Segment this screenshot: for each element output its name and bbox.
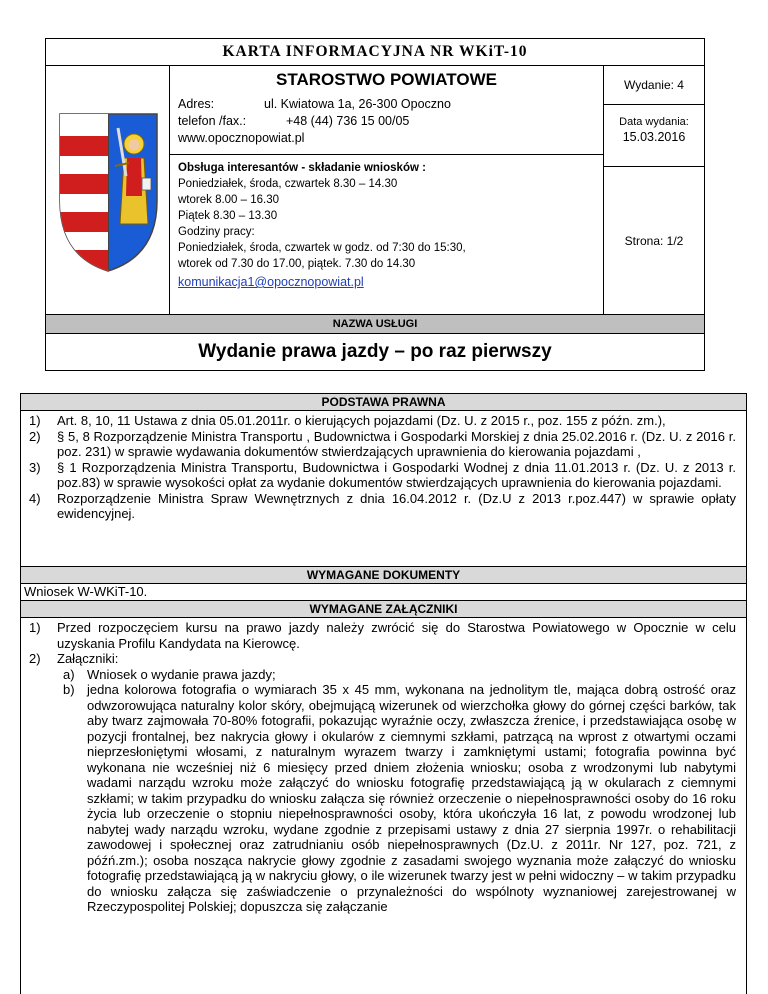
list-item (21, 460, 746, 491)
edition: Wydanie: 4 (604, 66, 704, 105)
office-info (169, 65, 604, 315)
list-item (21, 491, 746, 522)
list-item (21, 429, 746, 460)
hours-line: wtorek 8.00 – 16.30 (178, 194, 280, 206)
hours-line: wtorek od 7.30 do 17.00, piątek. 7.30 do 14.30 (178, 258, 416, 270)
phone-label: telefon /fax.: (178, 114, 247, 128)
item-number: 4) (29, 490, 41, 506)
item-number: 1) (29, 620, 41, 635)
service-label: NAZWA USŁUGI (45, 314, 705, 334)
email-link[interactable]: komunikacja1@opocznopowiat.pl (178, 275, 364, 289)
page-number: Strona: 1/2 (624, 234, 684, 248)
documents-heading: WYMAGANE DOKUMENTY (20, 566, 747, 584)
office-contact (178, 96, 451, 147)
list-item (21, 620, 746, 651)
item-text: Załączniki: (57, 651, 119, 666)
documents-text: Wniosek W-WKiT-10. (20, 583, 747, 601)
divider (170, 154, 603, 155)
item-number: 2) (29, 651, 41, 666)
item-text: Art. 8, 10, 11 Ustawa z dnia 05.01.2011r. o kierujących pojazdami (Dz. U. z 2015 r., poz. 155 z późn. zm.), (57, 413, 666, 428)
item-number: a) (63, 666, 75, 682)
address-label: Adres: (178, 97, 215, 111)
attachments-heading: WYMAGANE ZAŁĄCZNIKI (20, 600, 747, 618)
issue-date-box (604, 104, 704, 167)
logo-cell (45, 65, 170, 315)
address-value: ul. Kwiatowa 1a, 26-300 Opoczno (264, 97, 451, 111)
issue-date-label: Data wydania: (619, 116, 689, 128)
phone-value: +48 (44) 736 15 00/05 (286, 114, 410, 128)
list-item (21, 651, 746, 667)
attachments-list (20, 617, 747, 994)
office-name: STAROSTWO POWIATOWE (276, 70, 497, 89)
legal-basis-heading: PODSTAWA PRAWNA (20, 393, 747, 411)
list-item (21, 413, 746, 429)
hours-line: Piątek 8.30 – 13.30 (178, 210, 278, 222)
list-item (21, 682, 746, 915)
item-number: b) (63, 682, 75, 697)
item-text: Rozporządzenie Ministra Spraw Wewnętrznych z dnia 16.04.2012 r. (Dz.U z 2013 r.poz.447) w sprawie opłaty ewidencyjnej. (57, 490, 736, 521)
item-text: jedna kolorowa fotografia o wymiarach 35 x 45 mm, wykonana na jednolitym tle, mająca dobrą ostrość oraz odwzorowująca naturalny kolor skóry, obejmującą wizerunek od wierzchołka głowy do górnej części barków, tak aby twarz zajmowała 70-80% fotografii, pokazując wyraźnie oczy, zwłaszcza źrenice, i przedstawiająca osobę w pozycji frontalnej, bez nakrycia głowy i okularów z ciemnymi szkłami, patrzącą na wprost z otwartymi oczami nieprzesłoniętymi włosami, z naturalnym wyrazem twarzy i zamkniętymi ustami; fotografia powinna być wykonana nie wcześniej niż 6 miesięcy przed dniem złożenia wniosku; osoba z wrodzonymi lub nabytymi wadami narządu wzroku może załączyć do wniosku fotografię przedstawiającą ją w okularach z ciemnymi szkłami; w takim przypadku do wniosku załącza się również orzeczenie o niepełnosprawności osoby do 16 roku życia lub orzeczenie o stopniu niepełnosprawności osoby, która ukończyła 16 lat, z powodu wrodzonej lub nabytej wady narządu wzroku, wydane zgodnie z przepisami ustawy z dnia 27 sierpnia 1997r. o rehabilitacji zawodowej i społecznej oraz zatrudnianiu osób niepełnosprawnych (Dz.U. z 2011r. Nr 127, poz. 721, z późń.zm.); osoba nosząca nakrycie głowy zgodnie z zasadami swojego wyznania może załączyć do wniosku fotografię przedstawiającą ją w nakryciu głowy, o ile wizerunek twarzy jest w pełni widoczny – w takim przypadku do wniosku załącza się zaświadczenie o przynależności do wspólnoty wyznaniowej zarejestrowanej w Rzeczypospolitej Polskiej; dopuszcza się załączanie (87, 682, 736, 914)
legal-basis-list (20, 410, 747, 567)
office-hours (178, 160, 466, 291)
item-number: 2) (29, 428, 41, 444)
coat-of-arms-icon (56, 106, 161, 276)
service-name: Wydanie prawa jazdy – po raz pierwszy (45, 333, 705, 371)
list-item (21, 667, 746, 683)
hours-title: Obsługa interesantów - składanie wniosków : (178, 162, 426, 174)
card-title: KARTA INFORMACYJNA NR WKiT-10 (45, 38, 705, 66)
item-number: 3) (29, 459, 41, 475)
website-link[interactable]: www.opocznopowiat.pl (178, 131, 305, 145)
item-text: § 5, 8 Rozporządzenie Ministra Transportu , Budownictwa i Gospodarki Morskiej z dnia 25.02.2016 r. (Dz. U. z 2016 r. poz. 231) w sprawie wydawania dokumentów stwierdzających uprawnienia do kierowania pojazdami , (57, 428, 736, 459)
hours-line: Poniedziałek, środa, czwartek w godz. od 7:30 do 15:30, (178, 242, 466, 254)
issue-date: 15.03.2016 (622, 130, 686, 144)
item-text: § 1 Rozporządzenia Ministra Transportu, Budownictwa i Gospodarki Wodnej z dnia 11.01.2013 r. (Dz. U. z 2013 r. poz.83) w sprawie wysokości opłat za wydanie dokumentów stwierdzających uprawnienia do kierowania pojazdami. (57, 459, 736, 490)
document-meta (603, 65, 705, 315)
item-text: Wniosek o wydanie prawa jazdy; (87, 666, 276, 682)
hours-line: Poniedziałek, środa, czwartek 8.30 – 14.30 (178, 178, 398, 190)
item-number: 1) (29, 413, 41, 428)
item-text: Przed rozpoczęciem kursu na prawo jazdy należy zwrócić się do Starostwa Powiatowego w Opocznie w celu uzyskania Profilu Kandydata na Kierowcę. (57, 620, 736, 651)
hours-line: Godziny pracy: (178, 226, 255, 238)
